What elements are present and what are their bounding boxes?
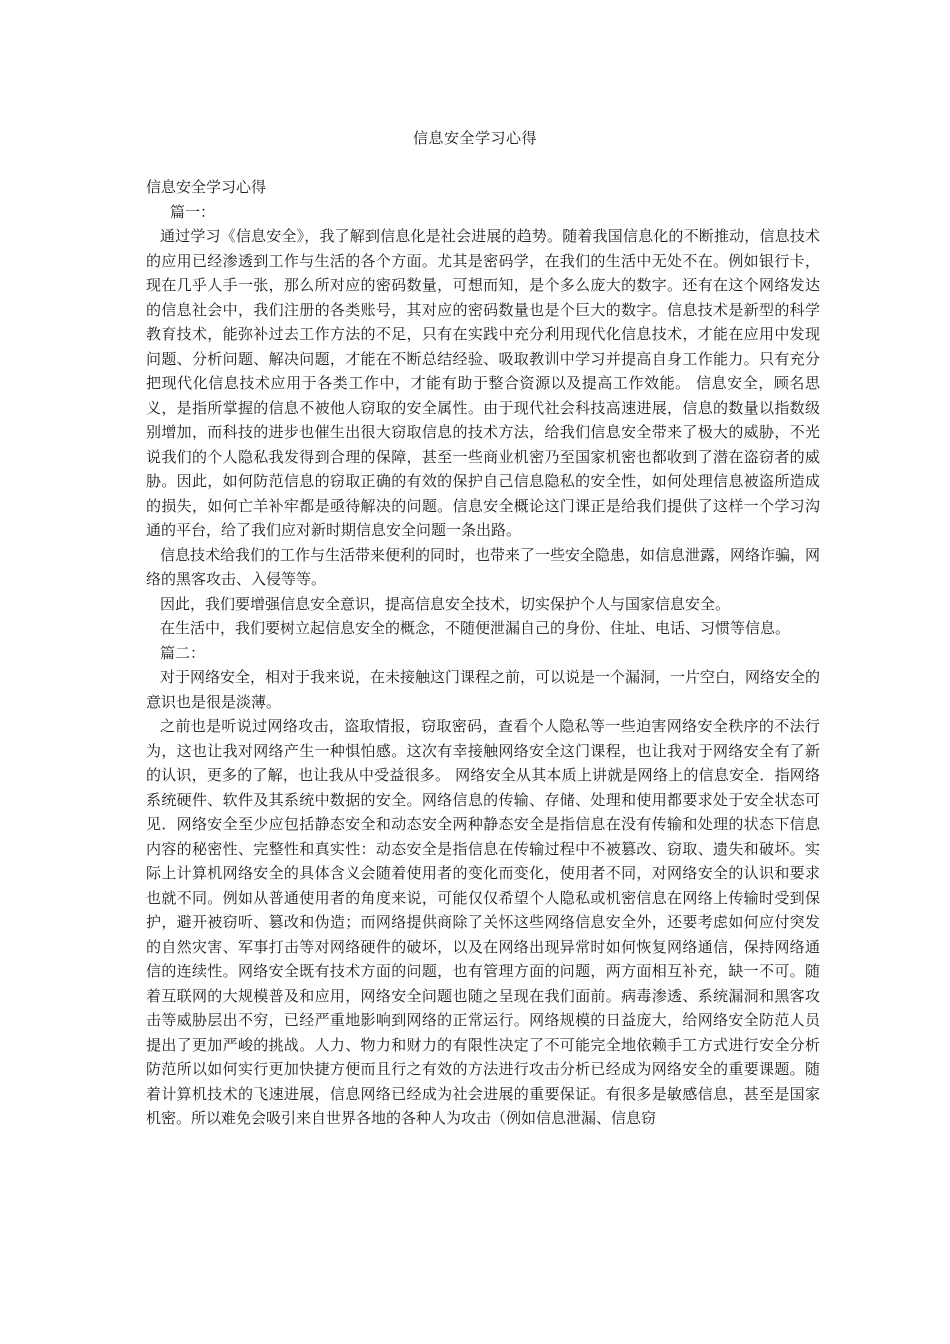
document-title: 信息安全学习心得 [412,129,537,147]
paragraph: 因此，我们要增强信息安全意识，提高信息安全技术，切实保护个人与国家信息安全。 [160,594,731,613]
paragraph: 在生活中，我们要树立起信息安全的概念，不随便泄漏自己的身份、住址、电话、习惯等信息。 [160,619,791,637]
document-subtitle: 信息安全学习心得 [146,178,267,196]
section-heading-1: 篇一： [170,202,216,221]
section-heading-2: 篇二： [160,643,206,662]
paragraph: 之前也是听说过网络攻击，盗取情报，窃取密码，查看个人隐私等一些迫害网络安全秩序的不法行为，这也让我对网络产生一种惧怕感。这次有幸接触网络安全这门课程，也让我对于网络安全有了新的认识，更多的了解，也让我从中受益很多。 网络安全从其本质上讲就是网络上的信息安全．指网络系统硬件、软件及其系统中数据的安全。网络信息的传输、存储、处理和使用都要求处于安全状态可见．网络安全至少应包括静态安全和动态安全两种静态安全是指信息在没有传输和处理的状态下信息内容的秘密性、完整性和真实性：动态安全是指信息在传输过程中不被篡改、窃取、遗失和破坏。实际上计算机网络安全的具体含义会随着使用者的变化而变化，使用者不同，对网络安全的认识和要求也就不同。例如从普通使用者的角度来说，可能仅仅希望个人隐私或机密信息在网络上传输时受到保护，避开被窃听、篡改和伪造；而网络提供商除了关怀这些网络信息安全外，还要考虑如何应付突发的自然灾害、军事打击等对网络硬件的破坏，以及在网络出现异常时如何恢复网络通信，保持网络通信的连续性。网络安全既有技术方面的问题，也有管理方面的问题，两方面相互补充，缺一不可。随着互联网的大规模普及和应用，网络安全问题也随之呈现在我们面前。病毒渗透、系统漏洞和黑客攻击等威胁层出不穷，已经严重地影响到网络的正常运行。网络规模的日益庞大，给网络安全防范人员提出了更加严峻的挑战。人力、物力和财力的有限性决定了不可能完全地依赖手工方式进行安全分析防范所以如何实行更加快捷方便而且行之有效的方法进行攻击分析已经成为网络安全的重要课题。随着计算机技术的飞速进展，信息网络已经成为社会进展的重要保证。有很多是敏感信息，甚至是国家机密。所以难免会吸引来自世界各地的各种人为攻击（例如信息泄漏、信息窃 [146,717,820,1127]
paragraph: 信息技术给我们的工作与生活带来便利的同时，也带来了一些安全隐患，如信息泄露，网络诈骗，网络的黑客攻击、入侵等等。 [146,545,821,588]
document-body [146,175,820,1131]
paragraph: 通过学习《信息安全》，我了解到信息化是社会进展的趋势。随着我国信息化的不断推动，信息技术的应用已经渗透到工作与生活的各个方面。尤其是密码学，在我们的生活中无处不在。例如银行卡，现在几乎人手一张，那么所对应的密码数量，可想而知，是个多么庞大的数字。还有在这个网络发达的信息社会中，我们注册的各类账号，其对应的密码数量也是个巨大的数字。信息技术是新型的科学教育技术，能弥补过去工作方法的不足，只有在实践中充分利用现代化信息技术，才能在应用中发现问题、分析问题、解决问题，才能在不断总结经验、吸取教训中学习并提高自身工作能力。只有充分把现代化信息技术应用于各类工作中，才能有助于整合资源以及提高工作效能。 信息安全，顾名思义，是指所掌握的信息不被他人窃取的安全属性。由于现代社会科技高速进展，信息的数量以指数级别增加，而科技的进步也催生出很大窃取信息的技术方法，给我们信息安全带来了极大的威胁，不光说我们的个人隐私我发得到合理的保障，甚至一些商业机密乃至国家机密也都收到了潜在盗窃者的威胁。因此，如何防范信息的窃取正确的有效的保护自己信息隐私的安全性，如何处理信息被盗所造成的损失，如何亡羊补牢都是亟待解决的问题。信息安全概论这门课正是给我们提供了这样一个学习沟通的平台，给了我们应对新时期信息安全问题一条出路。 [146,227,820,539]
paragraph: 对于网络安全，相对于我来说，在未接触这门课程之前，可以说是一个漏洞，一片空白，网络安全的意识也是很是淡薄。 [146,668,821,711]
